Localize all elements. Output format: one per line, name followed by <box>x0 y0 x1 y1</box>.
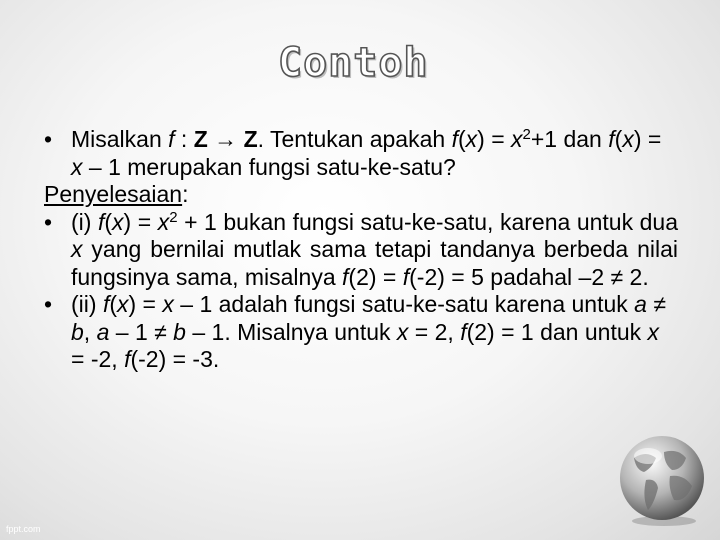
text-run: ) = <box>477 126 512 152</box>
var-x: x <box>511 126 523 152</box>
var-a: a <box>96 318 110 345</box>
text-run: – 1 adalah fungsi satu-ke-satu karena untuk <box>173 291 635 317</box>
var-a: a <box>634 291 647 317</box>
solution-colon: : <box>182 181 189 207</box>
set-z: Z <box>193 126 208 152</box>
case-i-text <box>44 209 678 292</box>
text-run: + 1 bukan fungsi satu-ke-satu, karena untuk dua <box>177 208 679 235</box>
globe-icon <box>612 428 712 528</box>
text-run: – 1 merupakan fungsi satu-ke-satu? <box>82 153 456 180</box>
var-x: x <box>647 318 660 345</box>
bullet-symbol: • <box>44 126 53 152</box>
text-run: = 2, <box>408 318 461 345</box>
var-x: x <box>396 318 409 345</box>
text-run: ) = <box>123 208 158 235</box>
var-f: f <box>460 318 467 345</box>
var-f: f <box>451 126 458 152</box>
superscript: 2 <box>522 126 531 143</box>
var-b: b <box>173 318 186 345</box>
var-f: f <box>402 263 410 290</box>
text-run: (i) <box>71 208 98 235</box>
bullet-case-ii <box>44 291 678 374</box>
text-run: (ii) <box>71 291 103 317</box>
set-z: Z <box>243 126 258 152</box>
problem-text <box>44 126 678 181</box>
var-f: f <box>168 126 175 152</box>
text-run: – 1 ≠ <box>109 318 174 345</box>
superscript: 2 <box>169 208 178 226</box>
bullet-symbol: • <box>44 208 53 235</box>
text-run: , <box>83 318 97 345</box>
text-run: +1 dan <box>530 126 609 152</box>
credit-text: fppt.com <box>6 524 41 534</box>
var-x: x <box>157 208 170 235</box>
var-f: f <box>124 346 131 372</box>
var-f: f <box>608 126 615 152</box>
solution-heading <box>44 181 678 209</box>
bullet-symbol: • <box>44 291 53 317</box>
var-x: x <box>71 236 83 262</box>
var-x: x <box>465 126 478 152</box>
text-run: (2) = 1 dan untuk <box>466 318 648 345</box>
text-run: ( <box>457 126 466 152</box>
text-run: ( <box>614 126 623 152</box>
var-x: x <box>622 126 634 152</box>
var-f: f <box>102 291 110 317</box>
arrow-symbol: → <box>207 126 244 152</box>
var-x: x <box>71 153 83 180</box>
text-run: ) = <box>633 126 662 152</box>
bullet-case-i <box>44 209 678 292</box>
slide-content <box>44 126 678 374</box>
text-run: : <box>174 126 194 152</box>
var-x: x <box>112 208 124 235</box>
text-run: . Tentukan apakah <box>257 126 452 152</box>
slide-title: Contoh <box>278 40 429 86</box>
var-x: x <box>162 291 174 317</box>
text-run: ) = <box>128 291 163 317</box>
var-x: x <box>117 291 129 317</box>
text-run: (-2) = -3. <box>130 346 220 372</box>
text-run: (2) = <box>348 263 403 290</box>
var-f: f <box>342 263 349 290</box>
text-run: ( <box>109 291 117 317</box>
var-f: f <box>97 208 105 235</box>
text-run: yang bernilai mutlak sama tetapi tandanya berbeda nilai fungsinya sama, misalnya <box>71 236 678 290</box>
text-run: – 1. Misalnya untuk <box>185 318 397 345</box>
text-run: Misalkan <box>71 126 169 152</box>
var-b: b <box>71 318 84 345</box>
text-run: (-2) = 5 padahal –2 ≠ 2. <box>409 263 649 290</box>
case-ii-text <box>44 291 678 374</box>
bullet-problem <box>44 126 678 181</box>
neq-symbol: ≠ <box>646 291 666 317</box>
text-run: ( <box>104 208 113 235</box>
solution-label: Penyelesaian <box>44 181 183 207</box>
text-run: = -2, <box>71 346 125 372</box>
